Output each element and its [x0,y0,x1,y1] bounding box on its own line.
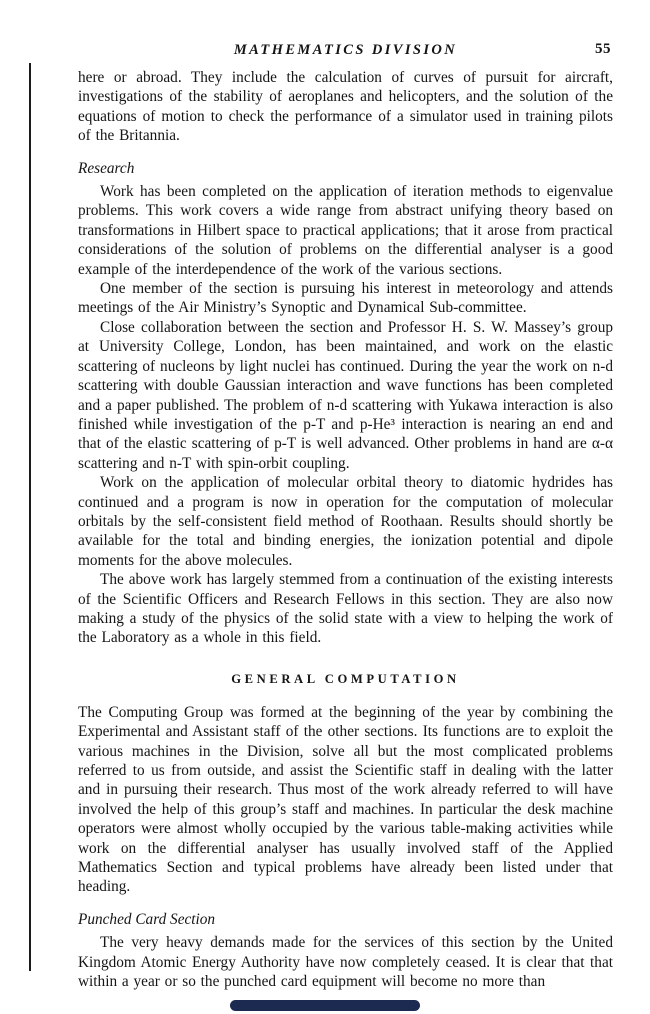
home-indicator[interactable] [230,1000,420,1011]
page-number: 55 [595,41,611,57]
paragraph: Work has been completed on the application of iteration methods to eigenvalue problems. This work covers a wide range from abstract unifying theory based on transformations in Hilbert space to practical applications; that it arose from practical considerations of the solution of problems on the differential analyser is a good example of the interdependence of the work of the various sections. [78,183,613,278]
scan-edge-line [29,63,31,971]
page-header [78,41,613,59]
paragraph: The above work has largely stemmed from a continuation of the existing interests of the Scientific Officers and Research Fellows in this section. They are also now making a study of the physics of the solid state with a view to helping the work of the Laboratory as a whole in this field. [78,571,613,647]
paragraph: The very heavy demands made for the services of this section by the United Kingdom Atomic Energy Authority have now completely ceased. It is clear that that within a year or so the punched card equipment will become no more than [78,934,613,991]
subheading-research: Research [78,159,135,177]
subheading-punched-card-section: Punched Card Section [78,910,216,928]
paragraph: Work on the application of molecular orbital theory to diatomic hydrides has continued and a program is now in operation for the computation of molecular orbitals by the self-consistent field method of Roothaan. Results should shortly be available for the total and binding energies, the ionization potential and dipole moments for the above molecules. [78,474,613,569]
page-body [78,68,613,991]
running-header-title: MATHEMATICS DIVISION [233,42,458,58]
paragraph: The Computing Group was formed at the beginning of the year by combining the Experimental and Assistant staff of the other sections. Its functions are to exploit the various machines in the Division, solve all but the most complicated problems referred to us from outside, and assist the Scientific staff in dealing with the latter and in pursuing their research. Thus most of the work already referred to will have involved the help of this group’s staff and machines. In particular the desk machine operators were almost wholly occupied by the various table-making activities while work on the differential analyser has usually involved staff of the Applied Mathematics Section and typical problems have already been listed under that heading. [78,703,613,896]
paragraph-continuation: here or abroad. They include the calculation of curves of pursuit for aircraft, investigations of the stability of aeroplanes and helicopters, and the solution of the equations of motion to check the performance of a simulator used in training pilots of the Britannia. [78,69,613,145]
section-heading-general-computation: GENERAL COMPUTATION [231,671,460,686]
paragraph: Close collaboration between the section and Professor H. S. W. Massey’s group at University College, London, has been maintained, and work on the elastic scattering of nucleons by light nuclei has continued. During the year the work on n-d scattering with double Gaussian interaction and wave functions has been completed and a paper published. The problem of n-d scattering with Yukawa interaction is also finished while investigation of the p-T and p-He³ interaction is nearing an end and that of the elastic scattering of p-T is well advanced. Other problems in hand are α-α scattering and n-T with spin-orbit coupling. [78,318,613,472]
paragraph: One member of the section is pursuing his interest in meteorology and attends meetings of the Air Ministry’s Synoptic and Dynamical Sub-committee. [78,280,613,317]
